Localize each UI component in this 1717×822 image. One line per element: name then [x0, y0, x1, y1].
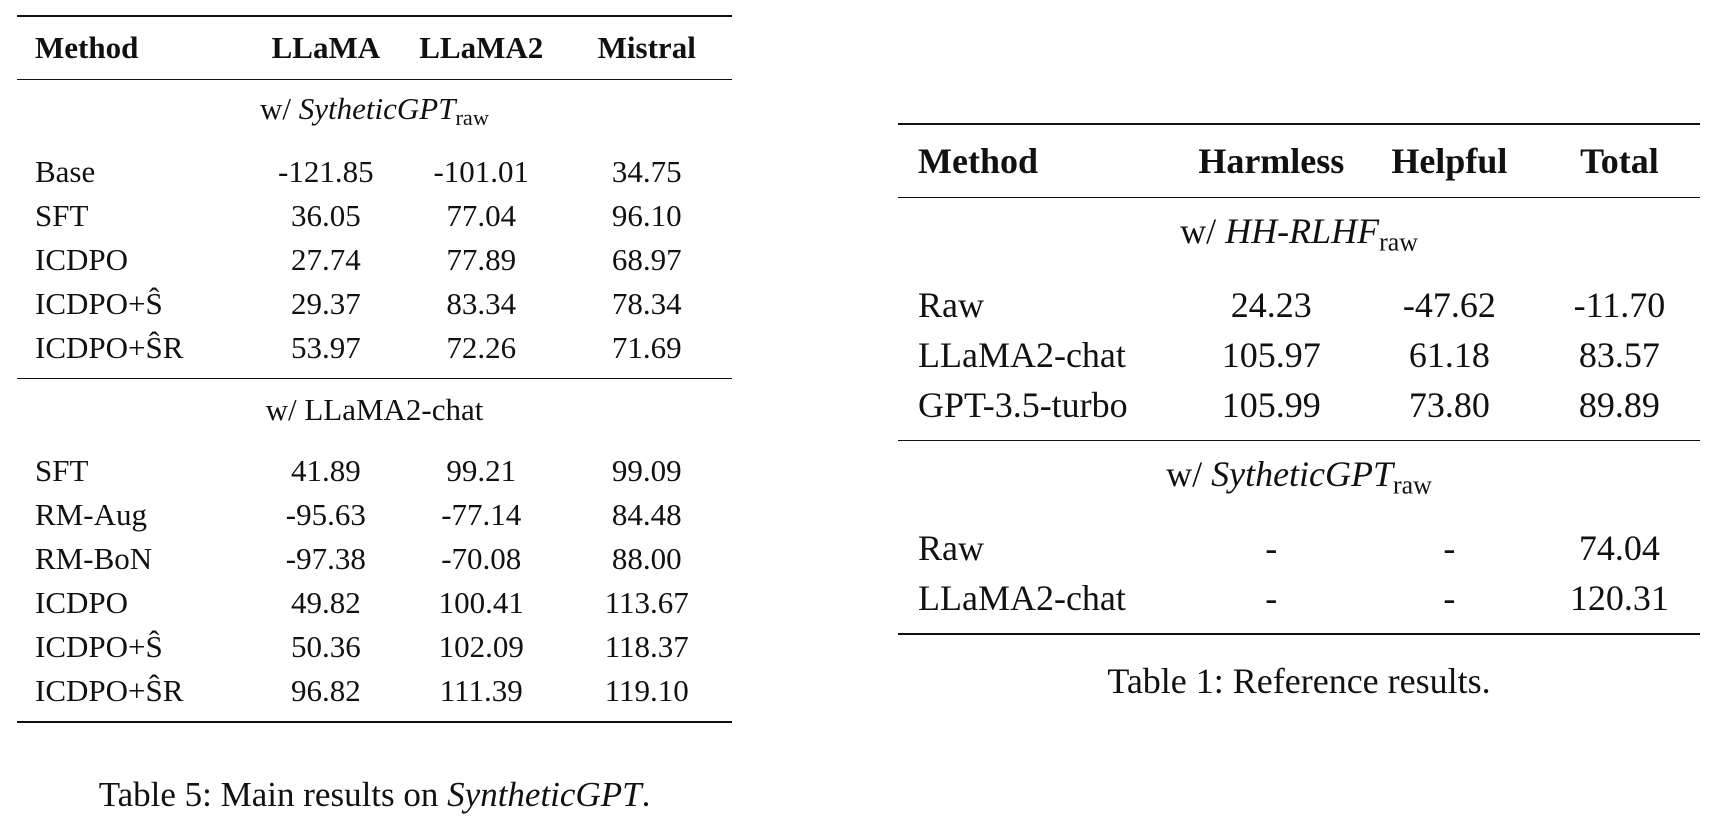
method-cell: Raw: [918, 285, 984, 325]
value-cell: -101.01: [433, 154, 530, 189]
method-cell: RM-BoN: [35, 541, 153, 576]
column-header-total: Total: [1580, 141, 1659, 181]
synthetic-group-rows: [898, 513, 1700, 634]
table-row: [898, 330, 1700, 380]
value-cell: -70.08: [441, 541, 522, 576]
value-cell: 102.09: [438, 629, 524, 664]
reference-results-table: [898, 123, 1700, 635]
value-cell: 61.18: [1408, 335, 1490, 375]
table-row: [17, 625, 732, 669]
value-cell: 88.00: [611, 541, 682, 576]
value-cell: 96.82: [290, 673, 361, 708]
value-cell: -47.62: [1402, 285, 1496, 325]
column-header-helpful: Helpful: [1391, 141, 1508, 181]
table-row: [17, 194, 732, 238]
value-cell: 50.36: [290, 629, 361, 664]
value-cell: 105.97: [1221, 335, 1321, 375]
method-cell: ICDPO: [35, 585, 129, 620]
value-cell: 113.67: [604, 585, 689, 620]
table-row: [17, 669, 732, 722]
value-cell: 77.89: [446, 242, 517, 277]
column-header-mistral: Mistral: [597, 30, 696, 65]
group-header-llama2-chat: w/ LLaMA2-chat: [265, 392, 484, 427]
value-cell: 71.69: [611, 330, 682, 365]
table-row: [17, 581, 732, 625]
group-header-synthetic: w/ SytheticGPT$_{raw}$: [260, 90, 489, 131]
value-cell: -: [1265, 578, 1278, 618]
table-row: [898, 513, 1700, 573]
value-cell: 77.04: [446, 198, 517, 233]
group-header-hh-rlhf: w/ $HH-RLHF_{raw}$: [1180, 211, 1418, 257]
column-header-method: Method: [35, 30, 139, 65]
value-cell: 72.26: [446, 330, 517, 365]
column-header-llama: LLaMA: [271, 30, 381, 65]
value-cell: 99.09: [611, 453, 682, 488]
method-cell: LLaMA2-chat: [918, 335, 1126, 375]
table-row: [17, 493, 732, 537]
value-cell: 111.39: [439, 673, 523, 708]
table-row: [17, 537, 732, 581]
value-cell: 74.04: [1578, 528, 1660, 568]
value-cell: 73.80: [1408, 385, 1490, 425]
value-cell: 118.37: [604, 629, 689, 664]
table-row: [17, 326, 732, 379]
column-header-harmless: Harmless: [1198, 141, 1345, 181]
value-cell: 100.41: [438, 585, 524, 620]
value-cell: 99.21: [446, 453, 517, 488]
value-cell: 68.97: [611, 242, 682, 277]
method-cell: RM-Aug: [35, 497, 147, 532]
method-cell: Raw: [918, 528, 984, 568]
method-cell: Base: [35, 154, 96, 189]
value-cell: 41.89: [290, 453, 361, 488]
value-cell: -121.85: [278, 154, 374, 189]
value-cell: 53.97: [290, 330, 361, 365]
value-cell: 96.10: [611, 198, 682, 233]
hh-rlhf-group-rows: [898, 270, 1700, 441]
table-row: [898, 380, 1700, 441]
value-cell: 78.34: [611, 286, 682, 321]
method-cell: SFT: [35, 198, 89, 233]
value-cell: 34.75: [611, 154, 682, 189]
table-row: [17, 441, 732, 493]
method-cell: ICDPO+ŜR: [35, 673, 184, 708]
value-cell: 36.05: [290, 198, 361, 233]
method-cell: LLaMA2-chat: [918, 578, 1126, 618]
value-cell: -: [1443, 578, 1456, 618]
table-row: [898, 573, 1700, 634]
value-cell: 83.34: [446, 286, 517, 321]
value-cell: 89.89: [1578, 385, 1660, 425]
value-cell: 27.74: [290, 242, 361, 277]
table-row: [17, 238, 732, 282]
value-cell: 24.23: [1230, 285, 1312, 325]
value-cell: 49.82: [290, 585, 361, 620]
method-cell: SFT: [35, 453, 89, 488]
table-1-caption: Table 1: Reference results.: [1107, 661, 1491, 701]
table-5-caption: Table 5: Main results on SyntheticGPT.: [98, 775, 651, 814]
value-cell: -77.14: [441, 497, 522, 532]
value-cell: -97.38: [285, 541, 366, 576]
value-cell: 119.10: [604, 673, 689, 708]
value-cell: 29.37: [290, 286, 361, 321]
method-cell: GPT-3.5-turbo: [918, 385, 1128, 425]
llama2-chat-group-rows: [17, 441, 732, 722]
value-cell: -11.70: [1573, 285, 1666, 325]
table-row: [17, 142, 732, 194]
value-cell: -: [1443, 528, 1456, 568]
method-cell: ICDPO+ŜR: [35, 330, 184, 365]
main-results-table: [17, 15, 732, 723]
value-cell: -: [1265, 528, 1278, 568]
value-cell: 84.48: [611, 497, 682, 532]
group-header-synthetic: w/ SytheticGPT$_{raw}$: [1166, 454, 1432, 500]
value-cell: 105.99: [1221, 385, 1321, 425]
value-cell: 83.57: [1578, 335, 1660, 375]
table-row: [898, 270, 1700, 330]
method-cell: ICDPO: [35, 242, 129, 277]
table-row: [17, 282, 732, 326]
method-cell: ICDPO+Ŝ: [35, 629, 163, 664]
method-cell: ICDPO+Ŝ: [35, 286, 163, 321]
column-header-llama2: LLaMA2: [419, 30, 544, 65]
value-cell: 120.31: [1569, 578, 1669, 618]
value-cell: -95.63: [285, 497, 366, 532]
synthetic-group-rows: [17, 142, 732, 379]
column-header-method: Method: [918, 141, 1038, 181]
